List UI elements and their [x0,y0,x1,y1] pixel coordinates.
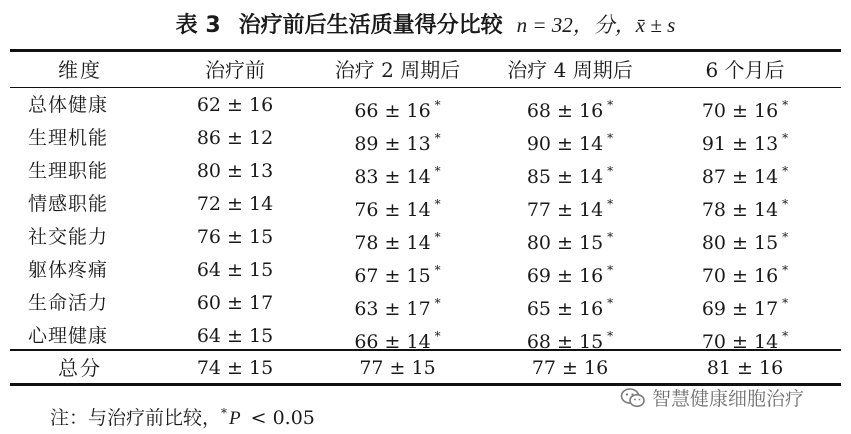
value-text: 67 ± 15 [354,265,431,287]
header-month-6: 6 个月后 [705,58,785,82]
significance-mark: * [434,329,441,343]
significance-mark: * [782,329,789,343]
table-title: 治疗前后生活质量得分比较 [238,13,503,38]
value-cell [310,320,485,353]
value-cell [655,155,835,188]
value-text: 62 ± 16 [196,94,274,116]
total-value: 77 ± 16 [531,357,609,379]
value-text: 80 ± 15 [526,232,604,254]
top-rule [10,49,841,52]
table-label: 表 3 [175,13,221,38]
value-text: 64 ± 15 [196,325,274,347]
row-label: 总体健康 [28,94,109,116]
value-text: 87 ± 14 [701,166,779,188]
row-label: 躯体疼痛 [28,259,109,281]
significance-mark: * [607,98,614,112]
value-cell [165,287,305,320]
significance-mark: * [782,131,789,145]
watermark-text: 智慧健康细胞治疗 [652,388,805,410]
significance-mark: * [607,197,614,211]
significance-mark: * [782,164,789,178]
significance-mark: * [607,164,614,178]
value-text: 76 ± 14 [354,199,431,221]
value-text: 72 ± 14 [196,193,274,215]
table-row [10,155,841,188]
value-text: 78 ± 14 [701,199,779,221]
significance-mark: * [434,296,441,310]
row-label: 社交能力 [28,226,109,248]
value-text: 70 ± 16 [701,265,779,287]
value-text: 66 ± 14 [354,331,431,353]
value-cell [165,89,305,122]
significance-mark: * [607,230,614,244]
value-text: 69 ± 17 [701,298,779,320]
significance-mark: * [782,296,789,310]
value-cell [655,320,835,353]
table-footnote [50,398,315,434]
table-total-row [10,352,841,385]
header-rule [10,87,841,88]
table-row [10,221,841,254]
value-cell [165,221,305,254]
value-cell [310,89,485,122]
value-text: 69 ± 16 [526,265,604,287]
table-row [10,320,841,353]
table-row [10,254,841,287]
value-text: 78 ± 14 [354,232,431,254]
total-label: 总分 [58,356,102,380]
value-cell [165,122,305,155]
header-cycle-2: 治疗 2 周期后 [334,58,461,82]
value-cell [655,188,835,221]
significance-mark: * [434,131,441,145]
value-cell [310,287,485,320]
value-cell [485,89,655,122]
value-text: 80 ± 15 [701,232,779,254]
value-text: 76 ± 15 [196,226,274,248]
value-cell [655,221,835,254]
table-row [10,287,841,320]
header-dimension: 维度 [58,58,102,82]
table-row [10,188,841,221]
value-cell [310,221,485,254]
table-stats: n = 32，分，x̄ ± s [516,13,676,37]
value-text: 80 ± 13 [196,160,274,182]
value-text: 83 ± 14 [354,166,431,188]
significance-mark: * [782,263,789,277]
value-text: 66 ± 16 [354,100,431,122]
row-label: 心理健康 [28,325,109,347]
table-row [10,89,841,122]
significance-mark: * [434,197,441,211]
significance-mark: * [607,131,614,145]
significance-mark: * [607,329,614,343]
significance-mark: * [782,230,789,244]
table-header-row [10,54,841,87]
value-text: 68 ± 15 [526,331,604,353]
significance-mark: * [782,197,789,211]
value-cell [485,188,655,221]
footnote-threshold: < 0.05 [250,407,315,429]
value-cell [655,287,835,320]
value-text: 70 ± 16 [701,100,779,122]
total-value: 74 ± 15 [196,357,274,379]
significance-mark: * [434,164,441,178]
value-cell [310,254,485,287]
significance-mark: * [607,296,614,310]
value-cell [310,188,485,221]
value-cell [485,254,655,287]
value-cell [485,155,655,188]
value-cell [655,89,835,122]
header-cycle-4: 治疗 4 周期后 [507,58,633,82]
table-row [10,122,841,155]
value-text: 60 ± 17 [196,292,274,314]
value-cell [485,320,655,353]
footnote-mark: * [221,406,228,420]
value-text: 91 ± 13 [701,133,779,155]
row-label: 情感职能 [28,193,109,215]
value-cell [165,254,305,287]
value-cell [165,320,305,353]
value-text: 77 ± 14 [526,199,604,221]
wechat-icon [620,387,646,409]
row-label: 生理职能 [28,160,109,182]
value-cell [655,122,835,155]
significance-mark: * [782,98,789,112]
value-text: 65 ± 16 [526,298,604,320]
significance-mark: * [434,230,441,244]
footnote-p: P [229,408,241,429]
value-cell [165,188,305,221]
value-cell [165,155,305,188]
table-caption [0,8,851,43]
value-cell [485,221,655,254]
value-text: 85 ± 14 [526,166,604,188]
value-text: 86 ± 12 [196,127,274,149]
value-cell [485,287,655,320]
watermark [620,384,804,411]
significance-mark: * [434,98,441,112]
value-text: 63 ± 17 [354,298,431,320]
value-text: 89 ± 13 [354,133,431,155]
value-cell [310,122,485,155]
total-value: 81 ± 16 [706,357,784,379]
row-label: 生理机能 [28,127,109,149]
value-text: 70 ± 14 [701,331,779,353]
total-value: 77 ± 15 [359,357,436,379]
footnote-prefix: 注：与治疗前比较， [50,407,222,429]
value-text: 90 ± 14 [526,133,604,155]
value-cell [485,122,655,155]
significance-mark: * [607,263,614,277]
row-label: 生命活力 [28,292,109,314]
value-cell [310,155,485,188]
header-before: 治疗前 [205,58,265,82]
value-text: 68 ± 16 [526,100,604,122]
value-cell [655,254,835,287]
value-text: 64 ± 15 [196,259,274,281]
significance-mark: * [434,263,441,277]
